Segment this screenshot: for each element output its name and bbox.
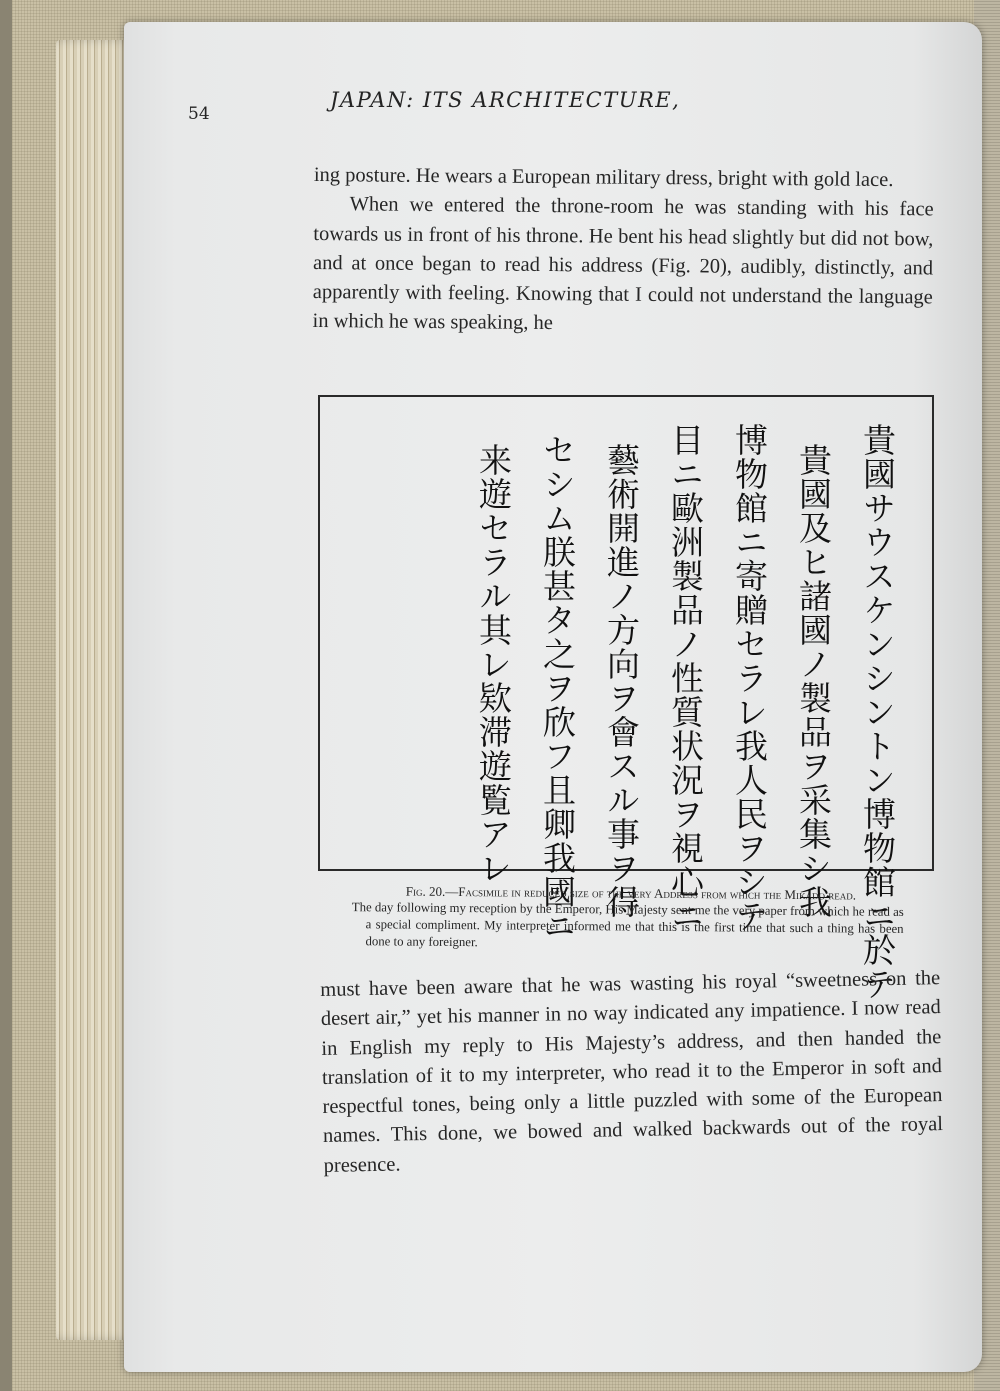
facsimile-column: 目ニ歐洲製品ノ性質状況ヲ視心ニ bbox=[666, 423, 705, 933]
paragraph-throne-room: When we entered the throne-room he was standing with his face towards us in front of his throne. He bent his head slightly but did not bow, and at once began to read his address (Fig. 20), audibly, distinctly, and apparently with feeling. Knowing that I could not understand the language in which he was speaking, he bbox=[312, 193, 934, 335]
facsimile-column: 貴國サウスケンシントン博物館ニ於テ bbox=[858, 423, 897, 1001]
body-text-bottom bbox=[320, 964, 944, 1181]
facsimile-column: セシム朕甚タ之ヲ欣フ且卿我國ニ bbox=[538, 433, 577, 943]
facsimile-column: 博物館ニ寄贈セラレ我人民ヲシテ bbox=[730, 423, 769, 933]
facsimile-column: 来遊セラル其レ欵滞遊覧アレ bbox=[474, 443, 513, 885]
figure-caption-title: Fig. 20.—Facsimile in reduced size of the very Address from which the Mikado read. bbox=[405, 883, 857, 903]
body-text-top bbox=[312, 161, 934, 342]
page-edges-stack bbox=[56, 40, 134, 1340]
paragraph-continued: ing posture. He wears a European military dress, bright with gold lace. bbox=[313, 163, 894, 192]
facsimile-column: 藝術開進ノ方向ヲ會スル事ヲ得 bbox=[602, 443, 641, 919]
page-number: 54 bbox=[188, 104, 210, 124]
book-spine-edge bbox=[0, 0, 12, 1391]
facsimile-column: 貴國及ヒ諸國ノ製品ヲ采集シ我 bbox=[794, 443, 833, 919]
running-head-title: JAPAN: ITS ARCHITECTURE, bbox=[330, 88, 681, 112]
paragraph-royal-presence: must have been aware that he was wasting his royal “sweetness on the desert air,” yet his manner in no way indicated any impatience. I now read in English my reply to His Majesty’s address, and then handed the translation of it to my interpreter, who read it to the Emperor in soft and respectful tones, being only a little puzzled with some of the European names. This done, we bowed and walked backwards out of the royal presence. bbox=[320, 967, 944, 1177]
figure-caption-body: The day following my reception by the Emperor, His Majesty sent me the very paper from which he read as a special compliment. My interpreter informed me that this is the first time that such a thing has been done to any foreigner. bbox=[351, 900, 904, 950]
figure-caption bbox=[337, 882, 924, 955]
